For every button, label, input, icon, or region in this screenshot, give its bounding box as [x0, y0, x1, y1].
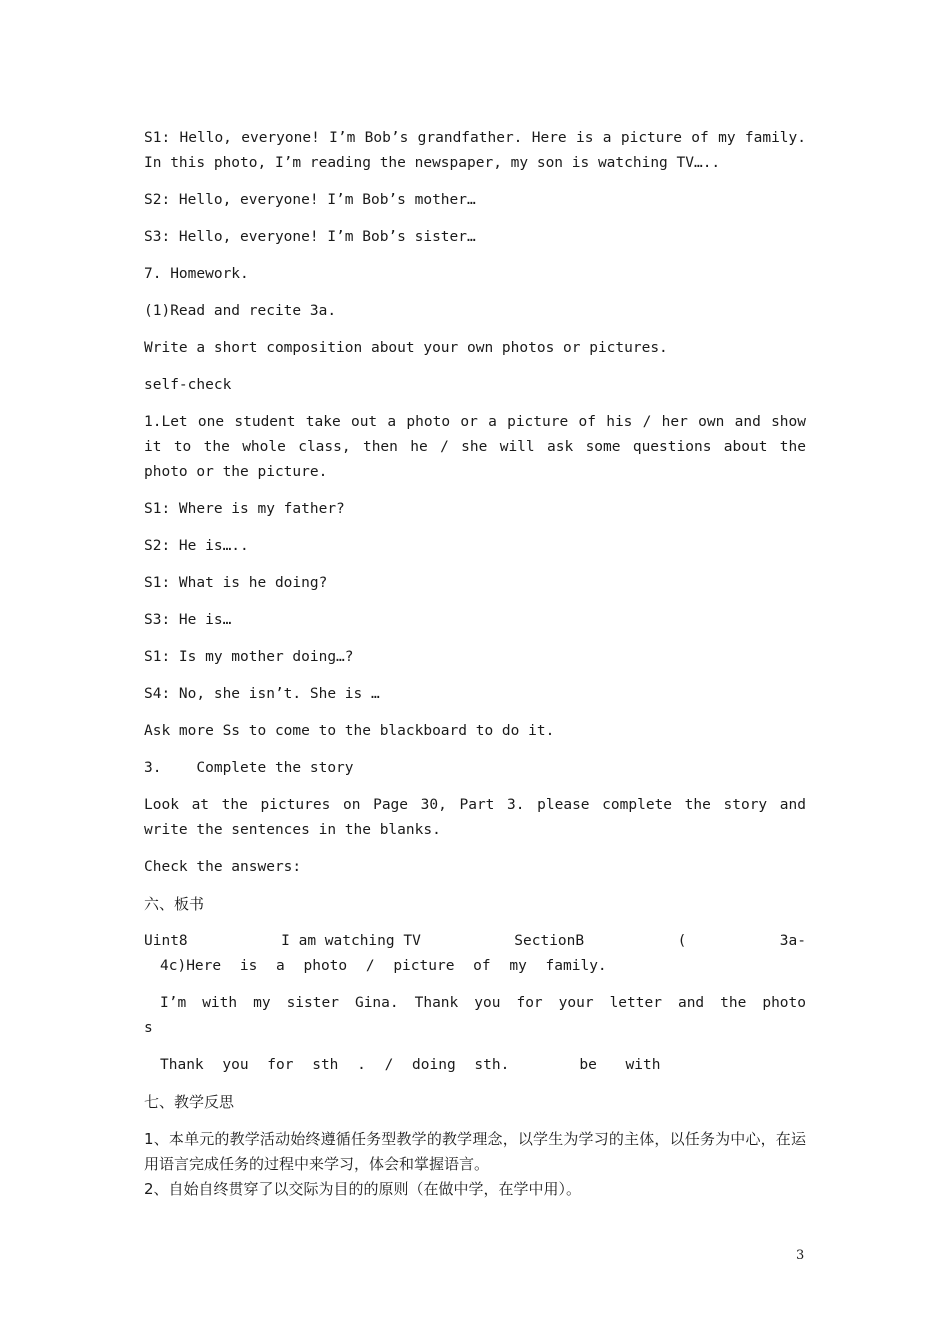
homework-item-2: Write a short composition about your own photos or pictures.: [144, 340, 668, 356]
board-section: SectionB: [514, 933, 585, 949]
blackboard-line-2-continuation: s: [144, 1020, 153, 1036]
check-answers-line: Check the answers:: [144, 859, 302, 875]
document-body: [144, 126, 806, 1214]
dialogue-line: S1: What is he doing?: [144, 575, 328, 591]
dialogue-line: S1: Is my mother doing…?: [144, 649, 354, 665]
dialogue-s2-mother: S2: Hello, everyone! I’m Bob’s mother…: [144, 192, 476, 208]
blackboard-line-1-row: [144, 929, 806, 954]
self-check-item-1: 1.Let one student take out a photo or a picture of his / her own and show it to the whole class, then he / she will ask some questions about the photo or the picture.: [144, 414, 806, 480]
blackboard-line-2: [144, 991, 806, 1041]
dialogue-line: S1: Where is my father?: [144, 501, 345, 517]
board-unit: Uint8: [144, 933, 188, 949]
complete-story-heading: 3. Complete the story: [144, 760, 354, 776]
reflection-item-1: 1、本单元的教学活动始终遵循任务型教学的教学理念，以学生为学习的主体，以任务为中心，在运用语言完成任务的过程中来学习，体会和掌握语言。: [144, 1130, 806, 1173]
board-title: I am watching TV: [281, 933, 421, 949]
reflection-heading: 七、教学反思: [144, 1093, 235, 1111]
board-range-start: 3a-: [779, 933, 806, 949]
dialogue-line: S3: He is…: [144, 612, 232, 628]
blackboard-heading: 六、板书: [144, 895, 205, 913]
dialogue-line: S4: No, she isn’t. She is …: [144, 686, 380, 702]
blackboard-line-1: [144, 929, 806, 979]
self-check-heading: self-check: [144, 377, 232, 393]
blackboard-line-2-text: I’m with my sister Gina. Thank you for your letter and the photo: [160, 995, 806, 1011]
blackboard-line-3: [144, 1053, 806, 1078]
homework-heading: 7. Homework.: [144, 266, 249, 282]
blackboard-line-3-row: [144, 1053, 806, 1078]
dialogue-line: S2: He is…..: [144, 538, 249, 554]
instruction-line: Ask more Ss to come to the blackboard to do it.: [144, 723, 555, 739]
board-paren: (: [677, 933, 687, 949]
blackboard-line-1-continuation: 4c)Here is a photo / picture of my family.: [160, 958, 607, 974]
dialogue-s1-grandfather: S1: Hello, everyone! I’m Bob’s grandfather. Here is a picture of my family. In this photo, I’m reading the newspaper, my son is watching TV…..: [144, 130, 806, 171]
complete-story-instruction: Look at the pictures on Page 30, Part 3. please complete the story and write the sentences in the blanks.: [144, 797, 806, 838]
board-phrase-be-with: be with: [579, 1057, 661, 1073]
board-phrase-thank-you: Thank you for sth . / doing sth.: [160, 1057, 510, 1073]
page-number: 3: [796, 1248, 805, 1263]
dialogue-s3-sister: S3: Hello, everyone! I’m Bob’s sister…: [144, 229, 476, 245]
reflection-item-2: 2、自始自终贯穿了以交际为目的的原则（在做中学，在学中用）。: [144, 1180, 582, 1198]
homework-item-1: (1)Read and recite 3a.: [144, 303, 337, 319]
